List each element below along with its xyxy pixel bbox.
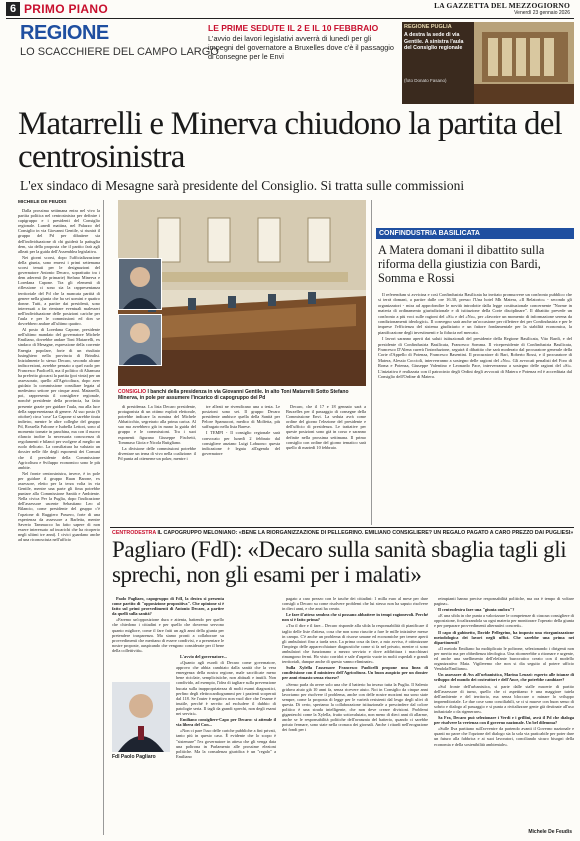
question: Sa Fra, Decaro può selezionare i Verdi e i grillini, avrà il Pd che dialoga per risolvere la vertenza con il governo nazionale. Un bel dilemma? xyxy=(434,715,574,726)
caption-text: I banchi della presidenza in via Giovanni Gentile. In alto Toni Matarrelli Sotto Stefano Minerva, in pole per assumere l'incarico di capogruppo del Pd xyxy=(118,389,349,401)
top-photo-credit: (foto Donato Fasano) xyxy=(404,78,447,83)
question: Emiliano consigliere-Capo per Decaro: si attende il via libera del Con... xyxy=(176,717,276,728)
article2-col4 xyxy=(434,596,574,828)
question: Il centrodestra fare una "giunta ombra"? xyxy=(438,607,515,613)
answer: «Sulle Ilva partitano sull'avvenire da partendo avanti il Governo nazionale e quanti no parre che l'opzione del dialogo sia la sola via praticabile per poter dare un futuro alla fabbrica e ai suoi lavoratori, conciliando sicuro bisogni della economia e della sostenibilità ambientale». xyxy=(434,726,574,747)
inset-matarrelli xyxy=(118,258,162,310)
paragraph: I TEMPI - Il consiglio regionale sarà convocato per lunedì 2 febbraio dal consigliere anziano Luigi Lobuono: questa indicazione è legata all'agenda del governatore xyxy=(202,430,280,456)
basilicata-label: CONFINDUSTRIA BASILICATA xyxy=(376,228,574,239)
answer: «Faremo un'opposizione dura e attenta, battendo per quello che chiedono i cittadini e per quello che dovremo servono quanto migliore, come il fare fatti un agli anni della giunta per pretendere trasparenza. Ma siamo pronti a collaborare su provvedimenti che meritano di essere condivisi, e a presentare le nostre proposte, auspicando che vengono considerate per il bene della collettività». xyxy=(112,617,224,653)
article2-signature: Michele De Feudis xyxy=(528,829,572,835)
paragraph: Il referendum si avvicina e così Confindustria Basilicata ha invitato promuovere un confronto pubblico che si terrà domani, a partire dalle ore 16.30, presso l'Una hotel Mh Matera, «Il Relatorio» - secondo gli organizzatori - mira ad approfondire le novità introdotte dalla legge costituzionale concernente "Norme in materia di ordinamento giurisdizionale e di istituzione della Corte disciplinare". Il dibattito prevede un confronto a più voci sulle ragioni del «Sì» e del «No», per «favorire un momento di informazione serena da condizionamenti ideologici». Il convegno sarà anche un'occasione per riflettere dei per Confindustria e per le imprese l'efficienza del sistema giudiziario e un fattore fondamentale per la stabilità economica, la pianificazione degli investimenti e la fiducia nel mercato. xyxy=(378,292,572,335)
centrodestra-kicker-text: IL CAPOGRUPPO MELONIANO: «BENE LA RIORGANIZZAZIONE DI PELLEGRINO. EMILIANO CONSIGLIERE? UN REGALO PAGATO A CARO PREZZO DAI PUGLIESI» xyxy=(157,530,574,536)
top-photo-caption: A destra la sede di via Gentile. A sinistra l'aula del Consiglio regionale xyxy=(404,32,464,51)
inset-minerva xyxy=(118,314,162,366)
centrodestra-headline: Pagliaro (FdI): «Decaro sulla sanità sbaglia tagli gli sprechi, non gli esami per i malati» xyxy=(112,537,567,587)
question: Il capo di gabinetto, Davide Pellegrino, ha imposto una riorganizzazione metodologica dei lavori negli uffici. Che sarebbe una prima nei dipartimenti? xyxy=(434,629,574,645)
answer: «Il metodo Emiliano ha moltiplicato le poltrone, selezionando i dirigenti non per merito ma per obbedienza ideologica. Una ritornerebbe a ritornare e urgente, ed anche una snellimento dell'elefante burocratico creato con il modello organizzativo Maia. Vigileremo che non si dia seguito al potere ufficio Vendola/Emiliano». xyxy=(434,645,574,672)
answer: pagato a caro prezzo con le tasche dei cittadini: 1 milla euro al mese per dare consigli a Decaro su come risolvere problemi che lui stesso non ha saputo risolvere in dieci anni, e che anzi ha creato. xyxy=(282,596,428,612)
paragraph: Decaro, che il 17 e 18 gennaio sarà a Bruxelles per il passaggio di consegne della Commissione Envi. La seduta avrà come ordine del giorno l'elezione del presidente e dell'ufficio di presidenza. Le trattative per queste posizioni sono già in corso e saranno definite nella prossima settimana. Il primo consiglio con ordine del giorno tematico sarà quello di martedì 10 febbraio. xyxy=(286,404,366,450)
column-divider xyxy=(371,200,372,525)
masthead-rule xyxy=(6,18,574,19)
paragraph: La divisione delle commissioni potrebbe diventare un terna di vivo nella coalizione: il Pd punta ad ottenerne un poker, mentre i xyxy=(118,445,196,461)
paper-name: LA GAZZETTA DEL MEZZOGIORNO xyxy=(434,1,570,10)
paragraph: Nel fronte centrosinistra, invece, è in pole per guidare il gruppo Ruan Barone, ex assessore, eletto per la terza volta in via Gentile, mentre una parte gli fima potrebbe puntare alla Commissione Sanità e Ambiente. Nella civica Per la Puglia, dopo l'indicazione dell'assessore uscente Sebastiano Leo al Bilancio, come presidente del gruppo c'è l'opzione di Ruggiero Passero, forte di una esperienza da assessore a Barletta, mentre Saverio Tammacco ha fatto sapere di non essere interessato ad incarichi che ha ricoperto negli ultimi tre anni). I civici guardano anche ad una riconosciuta nell'ufficio xyxy=(18,470,100,542)
article1-col1 xyxy=(18,208,100,835)
caption-label: CONSIGLIO xyxy=(118,389,147,395)
basilicata-headline: A Matera domani il dibattito sulla riforma della giustizia con Bardi, Somma e Rossi xyxy=(378,243,545,285)
paragraph: Nei giorni scorsi, dopo l'ufficializzazione della giunta, sono emersi i primi settemana scorsi tenuti per le designazioni del governatore Antonio Decaro, soprattutto tra i dem aderenti (le primarie) Stefano Minerva e Loredana Capone. Tra gli elementi di riflessione ci sono sia la rappresentanza territoriale del Pd che la mancata partità di genere nella giunta che ha sei uomini e quattro donne. Tutti, a partire dai presidenti, sono interessati a far rientrare eventuali malesseri nell'individuazione delle posizioni cariche per l'aula e per le commissioni ed don se dovrebbero andare all'ultimo quattro. xyxy=(18,254,100,327)
paragraph: Dalla prossima settimana entra nel vivo la partita politica nel centrosinistra per definire i capigruppo e i presidenti del Consiglio regionale. Lunedì mattina, nel Palazzo del Consiglio in via Giovanni Gentile, si riunirà il gruppo del Pd per dibattere sia dell'individuazione di chi guiderà la pattuglia dem, sia della proposta che il partito farà agli alleati per la guida dell'Assemblea legislativa. xyxy=(18,208,100,254)
portrait-icon xyxy=(119,315,161,365)
main-headline: Matarrelli e Minerva chiudono la partita del centrosinistra xyxy=(18,106,562,175)
answer: «Non ci pare l'uso delle cariche pubbliche a fini privati, tanto più in questo caso. È evidente che lo scopo è "sistemare" l'ex governatore in attesa che gli venga data una poltrona in Parlamento alle prossime elezioni politiche. Ma la consulenza giuridica è un "regalo" a Emiliano xyxy=(176,728,276,759)
answer: «Tra il dire e il fare... Decaro risponde alla sfida la responsabilità di pianificare il taglio delle liste d'attesa, cosa che non sono riuscite a fare le mille iniziative messe in campo. C'è anche un problema di risorse umane ed economiche per tenere aperti gli ambulatori fino a tarda sera. La prima cosa da fare, a mio avviso, è ottimizzare l'impiego delle apparecchiature diagnostiche come si fa nel privato, mentre ci sono ambulatori che funzionano a mezzo servizio e dove addirittura i macchinari rimangono fermi. Ho visto corridoi e sale d'aspetto vuote in molti ospedali e grandi territoriali, dunque anche di questo vanno eliminate». xyxy=(282,623,428,665)
pagliaro-photo xyxy=(112,682,170,752)
paragraph: di presidenza. La lista Decaro presidente, protagonista di un ottimo exploit elettorale, potrebbe indicare la nomina del Michele Abbaticchio, segretario alla prima carica. Al suo ma avrebbero già in mano la guida del gruppo e le commissioni. Tra i suoi esponenti figurano Giuseppe Fischetti, Tommaso Gioia e Nicola Rutigliano. xyxy=(118,404,196,445)
column-divider xyxy=(103,200,104,835)
page-number: 6 xyxy=(6,2,20,16)
region-label: REGIONE xyxy=(20,22,109,44)
paragraph: tre alleati ne rivendicano una a testa. Le posizioni sono sei. Il gruppo Decaro presidente ambisce quella della Sanità per Pelore Spamacori, medico di Molfetta, più suffragato nella lista Barese. xyxy=(202,404,280,430)
pagliaro-caption: FdI Paolo Pagliaro xyxy=(112,754,156,760)
issue-date: Venerdì 23 gennaio 2026 xyxy=(514,10,570,16)
portrait-icon xyxy=(119,259,161,309)
paragraph: I lavori saranno aperti dai saluti istituzionali del presidente della Regione Basilicata, Vito Bardi, e del presidente di Confindustria Basilicata, Francesco Somma. Il vicepresidente di Confindustria Basilicata, Francesco D'Alena curerà l'introduzione, seguirà il dibattito che sarà moderato dal procuratore generale della Corte d'Appello di Potenza, Francesco Basentini. Il procuratore di Bari, Roberto Rossi, e il procuratore di Matera, Alessio Coccioli, interverranno a sostegno delle ragioni del «No». Gli avvocati penalisti del Foro di Roma e Potenza, Giuseppe Valentino e Leonardo Pace, interverranno a sostegno delle ragioni del «Sì». L'iniziativa è realizzata con il patrocinio degli Ordini degli avvocati di Matera e Potenza ed è accreditata dal Consiglio dell'Ordine di Matera. xyxy=(378,336,572,380)
kicker-text: L'avvio dei lavori legislativi avverrà di lunedì per gli impegni del governatore a Bruxelles dove c'è il passaggio di consegne per le Envi xyxy=(208,34,394,61)
question: Paolo Pagliaro, capogruppo di FdI, la destra si presenta come partito di "opposizione propositiva". Che opinione si è fatto sul primi provvedimenti di Antonio Decaro, a partire da quelli sulla sanità? xyxy=(112,596,224,617)
top-photo-title: REGIONE PUGLIA xyxy=(404,24,452,30)
answer: «E una sfida in che punta a valorizzare le competenze di ciascun consigliere di opposizione, focalizzandola su ogni materia per monitorare l'operato della giunta e per preparare provvedimenti alternativi concreti». xyxy=(434,613,574,629)
answer: reimpianti hanno precise responsabilità politiche, ma ora è tempo di voltare pagina». xyxy=(434,596,574,607)
article2-col2 xyxy=(176,654,276,836)
article1-col3 xyxy=(202,404,280,524)
main-photo-caption xyxy=(118,389,366,401)
paragraph: Al posto di Loredana Capone, presidente nell'ultimo mandato del governatore Michele Emiliano, dovrebbe andare Toni Matarrelli, ex sindaco di Mesagne, espressione della corrente Energia popolare, forte di un risultato lusinghiero nella provincia di Brindisi. Inizialmente lo stesso Decaro, secondo alcune indiscrezioni, avrebbe pensato a quel ruolo per Francesco Paolicelli, ma il politico di Altamura ha preferito giocarsi la partita (poi vinta) per un assessorato, quello all'Agricoltura, dopo aver guidato la commissione consiliare legata al medesimo settore per cinque anni. Matarrelli, poi, rappresenta il consigliere regionale, nonché presidente della provincia, ha fatto presente grazie per guidare l'aula, ma alla luce della rappresentanza di genere. Al suo posto (6 ottobre) circa 'cose' La Capone si sarebbe tirata indietro, mentre le altre colleghe del gruppo Pd, Rossella Falcone e Isabella Lettori, sono al momento tornate in panchina, ma con il nuovo rilancio inoltre la necessaria conoscenza di regolamenti e bilanci per svolgere al meglio un ruolo delicato. La consiliatura ha valutato un dossier nelle file degli esponenti dei Comuni che il presidente della Commissione Agricoltura e Sviluppo economico sono le più ambite. xyxy=(18,327,100,470)
article1-col4 xyxy=(286,404,366,524)
answer: «Quanto agli esordi di Decaro come governatore, approvo che abbia cambiato dalla sanità che la vera emergenza della nostra regione, male sacrificate meno bene riciclate, semplicistiche, non abituali e inutili. Non condivido, ad esempio, l'idea di tagliare sulla prevenzione bucata sulla inappropriatezza di molti esami diagnostici, perfino degli elettrocardiogrammi per i pazienti scoperati dal 118. Se l'outer è negativo non vuol dire che l'esame è inutile, perché è servito ad escludere il dubbio di patologie seria. Il tagli da grandi sprechi, non degli esami nei servizi». xyxy=(176,660,276,717)
main-subhead: L'ex sindaco di Mesagne sarà presidente del Consiglio. Si tratta sulle commissioni xyxy=(20,178,465,193)
centrodestra-kicker xyxy=(112,530,574,536)
kicker-title: LE PRIME SEDUTE IL 2 E IL 10 FEBBRAIO xyxy=(208,23,379,33)
question: Sulla Xylella l'assessore Francesco Paolicelli propone una linea di condivisione con il ministero dell'Agricoltura. Un buon auspicio per un dossier per anni rimasto senza risorse? xyxy=(282,665,428,681)
section-rule xyxy=(110,527,574,528)
byline: MICHELE DE FEUDIS xyxy=(18,200,67,205)
portrait-icon xyxy=(112,682,170,752)
question: L'avvio del governatore... xyxy=(180,654,227,659)
section-label: PRIMO PIANO xyxy=(24,2,108,16)
article2-col3 xyxy=(282,596,428,836)
answer: «Senso parla da avere solo una che il batterio ha invaso tutta la Puglia. Il Salento gridava aiuto già 10 anni fa, senza ricevere aiuto. Noi in Consiglio da cinque anni lavoriamo per risolvere il problema, anche con delle nostre mozioni ma sono state sempre, come la proposta di legge per le varietà resistenti dal lesgo degli ulivi di questa. Di certo, speriamo la collaborazione istituzionale a prescindere dal colore politico è una strada intelligente, che non deve creare divisioni. Problemi giganteschi come la Xylella, frutto sottovalutato, non meno di dieci anni di allarme, anche se le responsabilità politiche dell'avanzata del batterio, quando ci sarebbe potuto fermare, sono state nella cronaca dei giornali. Anche i ritardi nell'erogazione dei fondi per i xyxy=(282,681,428,733)
centrodestra-tag: CENTRODESTRA xyxy=(112,530,156,536)
answer: «Sul fronte dell'urbanistica, si parte dalle stalle macerie di partito dell'assessore di turno, quello che ci aspettiamo è una maggiore tutela dell'ambiente e del territorio, ma senza bloccare o minare lo sviluppo imprenditoriale. Le due cose sono conciliabili, se ci si muove con buon senso di sobrio e dialogo al passaggio e si punta a rivitalizzare gente già destinate all'uso industriale o da rigenerare». xyxy=(434,683,574,714)
region-subtitle: LO SCACCHIERE DEL CAMPO LARGO xyxy=(20,46,219,58)
question: Le fare il'atteso sembra che si possano abbattere in tempi ragionevoli. Perché non si è fatto prima? xyxy=(282,612,428,623)
basilicata-body xyxy=(378,292,572,524)
question: Un assessore di Avs all'urbanistica, Marina Leuzzi: esperto alle istanze di sviluppo del mondo dei costruttori e dell'Ance, che potrebbe cambiare? xyxy=(434,672,574,683)
article1-col2 xyxy=(118,404,196,524)
